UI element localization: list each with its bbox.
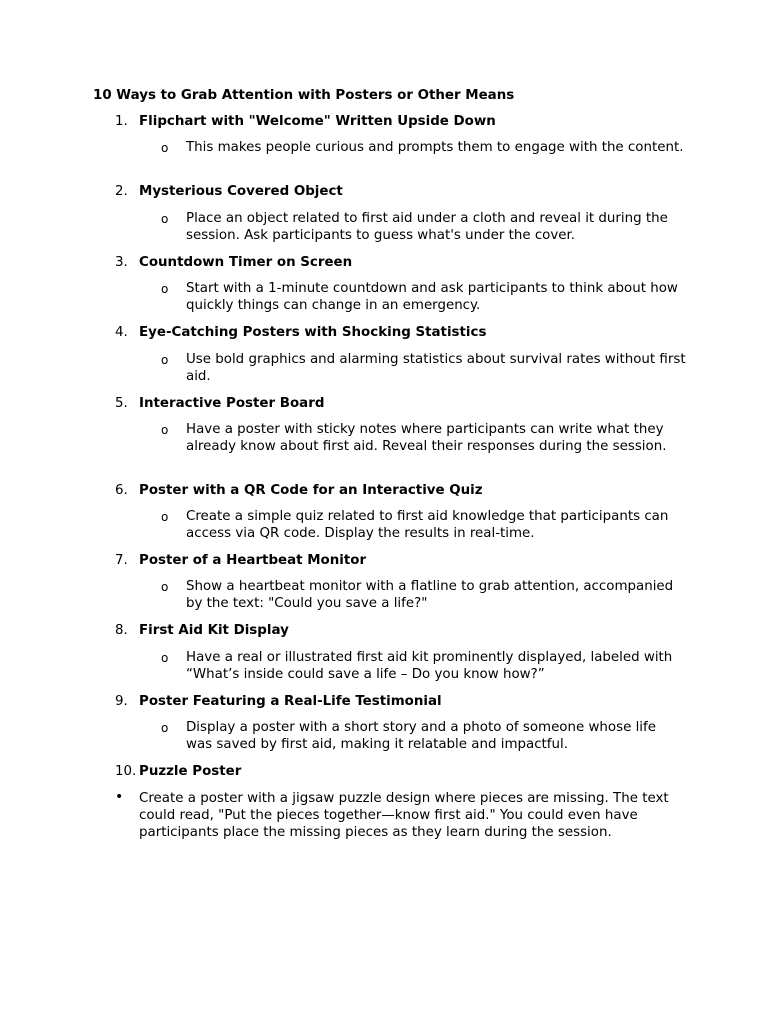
list-item-number: 8. (115, 623, 128, 638)
bullet-marker: • (115, 789, 124, 805)
list-item-title: Eye-Catching Posters with Shocking Statistics (139, 325, 487, 340)
list-item-detail: Start with a 1-minute countdown and ask participants to think about how quickly things can change in an emergency. (186, 281, 678, 313)
list-item-number: 9. (115, 694, 128, 709)
sub-bullet-marker: o (161, 141, 169, 155)
sub-bullet-marker: o (161, 212, 169, 226)
list-item-number: 6. (115, 483, 128, 498)
list-item-detail: Place an object related to first aid under a cloth and reveal it during the session. Ask participants to guess what's under the cover. (186, 211, 668, 243)
list-item-detail: Create a simple quiz related to first aid knowledge that participants can access via QR code. Display the results in real-time. (186, 509, 669, 541)
list-item-number: 10. (115, 764, 137, 779)
sub-bullet-marker: o (161, 282, 169, 296)
list-item-number: 2. (115, 184, 128, 199)
list-item-number: 5. (115, 396, 128, 411)
list-item-title: Interactive Poster Board (139, 396, 325, 411)
list-item-title: Poster with a QR Code for an Interactive Quiz (139, 483, 483, 498)
sub-bullet-marker: o (161, 580, 169, 594)
final-bullet-text: Create a poster with a jigsaw puzzle design where pieces are missing. The text could read, "Put the pieces together—know first aid." You could even have participants place the missing pieces as they learn during the session. (139, 791, 669, 840)
list-item-title: Poster of a Heartbeat Monitor (139, 553, 367, 568)
list-item-number: 7. (115, 553, 128, 568)
list-item-number: 1. (115, 114, 128, 129)
sub-bullet-marker: o (161, 651, 169, 665)
list-item-detail: Have a real or illustrated first aid kit prominently displayed, labeled with “What’s inside could save a life – Do you know how?” (186, 650, 673, 682)
list-item-detail: Display a poster with a short story and a photo of someone whose life was saved by first aid, making it relatable and impactful. (186, 720, 656, 752)
list-item-title: Poster Featuring a Real-Life Testimonial (139, 694, 442, 709)
list-item-number: 3. (115, 255, 128, 270)
list-item-detail: Use bold graphics and alarming statistics about survival rates without first aid. (186, 352, 686, 384)
list-item-title: First Aid Kit Display (139, 623, 289, 638)
list-item-detail: This makes people curious and prompts them to engage with the content. (186, 140, 684, 155)
sub-bullet-marker: o (161, 721, 169, 735)
list-item-title: Puzzle Poster (139, 764, 242, 779)
sub-bullet-marker: o (161, 353, 169, 367)
sub-bullet-marker: o (161, 510, 169, 524)
sub-bullet-marker: o (161, 423, 169, 437)
list-item-title: Mysterious Covered Object (139, 184, 343, 199)
list-item-detail: Show a heartbeat monitor with a flatline to grab attention, accompanied by the text: "Could you save a life?" (186, 579, 674, 611)
list-item-number: 4. (115, 325, 128, 340)
list-item-detail: Have a poster with sticky notes where participants can write what they already know about first aid. Reveal their responses during the session. (186, 422, 667, 454)
list-item-title: Countdown Timer on Screen (139, 255, 353, 270)
document-title: 10 Ways to Grab Attention with Posters or Other Means (93, 88, 515, 103)
list-item-title: Flipchart with "Welcome" Written Upside Down (139, 114, 496, 129)
